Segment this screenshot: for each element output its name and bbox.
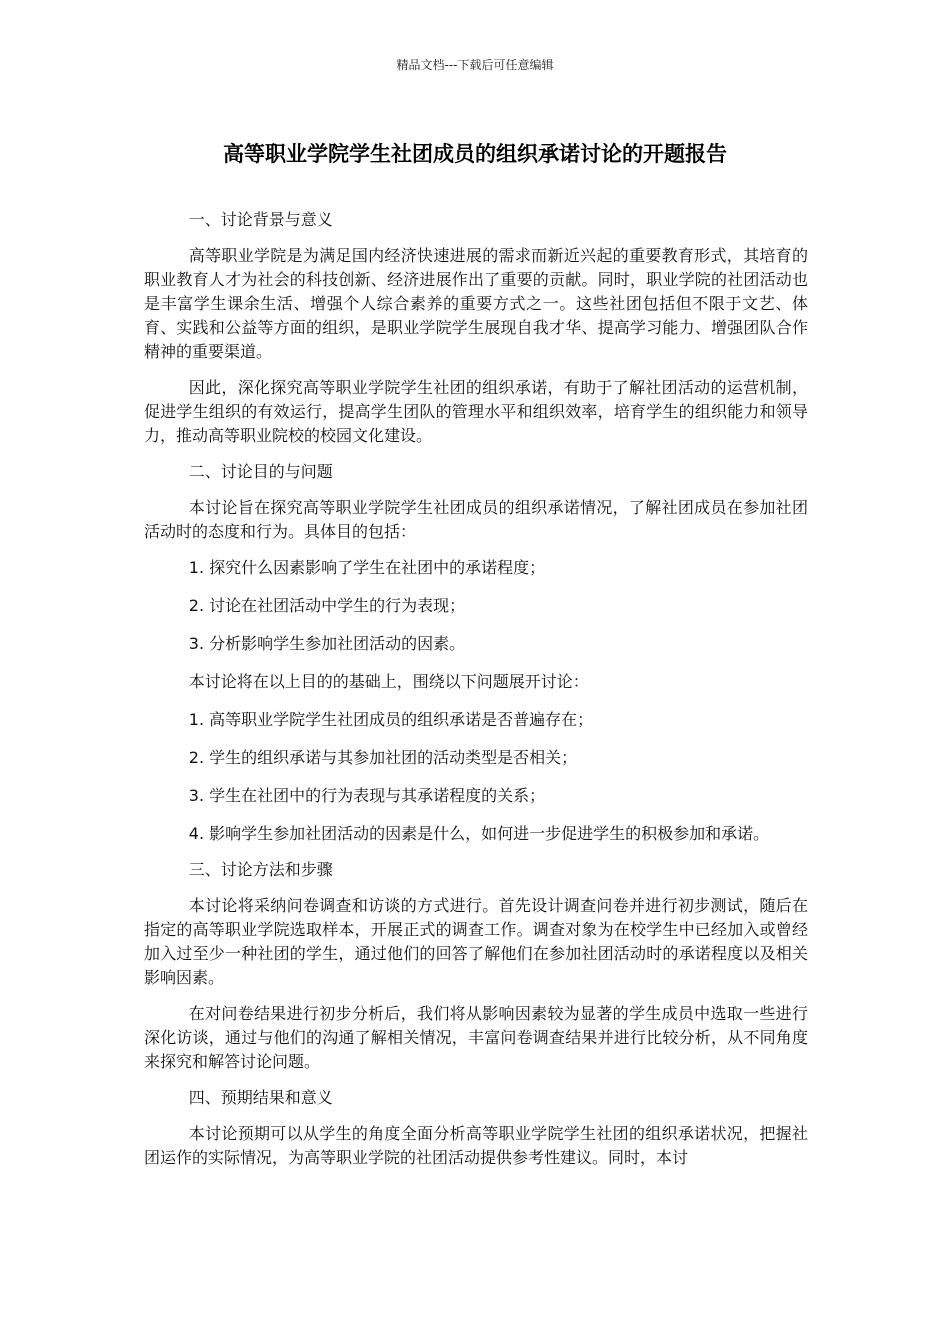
list-item: 2. 讨论在社团活动中学生的行为表现； — [188, 596, 466, 615]
paragraph: 高等职业学院是为满足国内经济快速进展的需求而新近兴起的重要教育形式，其培育的职业教育人才为社会的科技创新、经济进展作出了重要的贡献。同时，职业学院的社团活动也是丰富学生课余生活、增强个人综合素养的重要方式之一。这些社团包括但不限于文艺、体育、实践和公益等方面的组织，是职业学院学生展现自我才华、提高学习能力、增强团队合作精神的重要渠道。 — [144, 246, 808, 361]
paragraph: 本讨论将在以上目的的基础上，围绕以下问题展开讨论： — [188, 672, 589, 691]
paragraph: 本讨论旨在探究高等职业学院学生社团成员的组织承诺情况，了解社团成员在参加社团活动时的态度和行为。具体目的包括： — [144, 498, 808, 541]
document-title: 高等职业学院学生社团成员的组织承诺讨论的开题报告 — [223, 142, 727, 166]
section-heading-expected-results: 四、预期结果和意义 — [188, 1088, 333, 1107]
paragraph: 因此，深化探究高等职业学院学生社团的组织承诺，有助于了解社团活动的运营机制，促进学生组织的有效运行，提高学生团队的管理水平和组织效率，培育学生的组织能力和领导力，推动高等职业院校的校园文化建设。 — [144, 378, 808, 445]
list-item: 4. 影响学生参加社团活动的因素是什么，如何进一步促进学生的积极参加和承诺。 — [188, 824, 770, 843]
paragraph: 在对问卷结果进行初步分析后，我们将从影响因素较为显著的学生成员中选取一些进行深化访谈，通过与他们的沟通了解相关情况，丰富问卷调查结果并进行比较分析，从不同角度来探究和解答讨论问题。 — [144, 1004, 808, 1071]
list-item: 1. 高等职业学院学生社团成员的组织承诺是否普遍存在； — [188, 710, 594, 729]
document-body — [144, 208, 808, 1182]
list-item: 3. 分析影响学生参加社团活动的因素。 — [188, 634, 466, 653]
section-heading-purpose: 二、讨论目的与问题 — [188, 462, 333, 481]
section-heading-method: 三、讨论方法和步骤 — [188, 860, 333, 879]
paragraph: 本讨论预期可以从学生的角度全面分析高等职业学院学生社团的组织承诺状况，把握社团运作的实际情况，为高等职业学院的社团活动提供参考性建议。同时，本讨 — [144, 1124, 808, 1167]
section-heading-background: 一、讨论背景与意义 — [188, 210, 333, 229]
paragraph: 本讨论将采纳问卷调查和访谈的方式进行。首先设计调查问卷并进行初步测试，随后在指定的高等职业学院选取样本，开展正式的调查工作。调查对象为在校学生中已经加入或曾经加入过至少一种社团的学生，通过他们的回答了解他们在参加社团活动时的承诺程度以及相关影响因素。 — [144, 896, 808, 987]
page-header: 精品文档---下载后可任意编辑 — [396, 58, 554, 72]
list-item: 2. 学生的组织承诺与其参加社团的活动类型是否相关； — [188, 748, 578, 767]
list-item: 3. 学生在社团中的行为表现与其承诺程度的关系； — [188, 786, 546, 805]
list-item: 1. 探究什么因素影响了学生在社团中的承诺程度； — [188, 558, 546, 577]
